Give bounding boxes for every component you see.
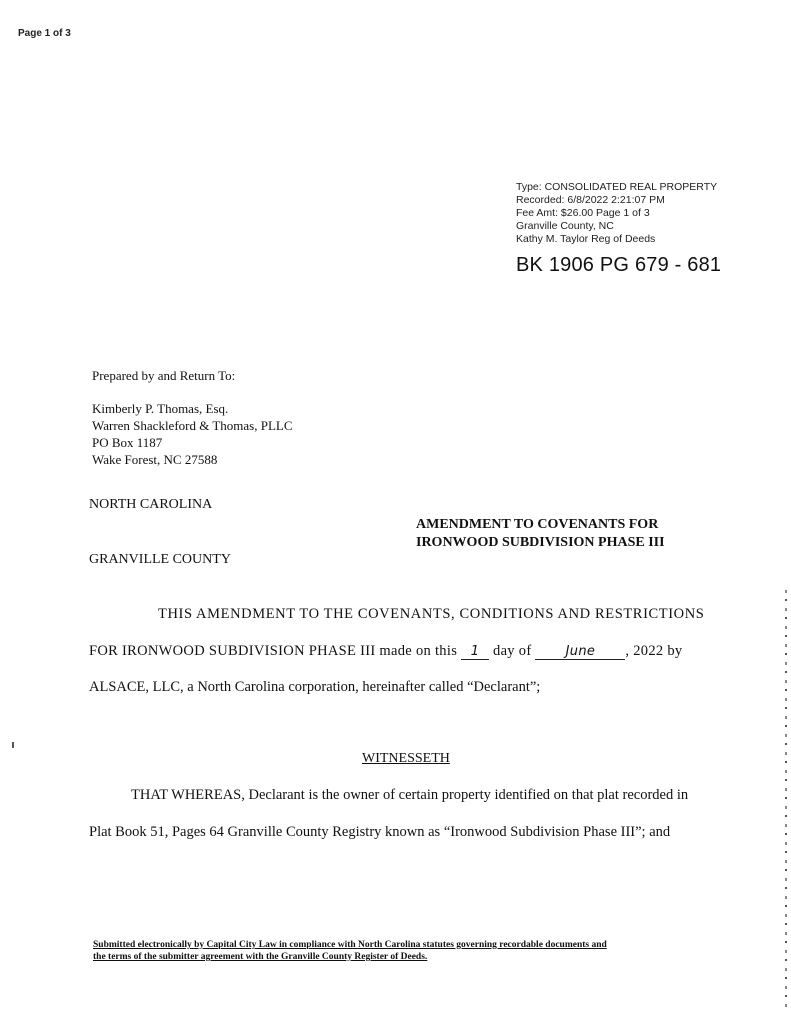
- recording-stamp: [516, 181, 717, 246]
- amendment-paragraph-line-2: [89, 643, 682, 660]
- address-line: Warren Shackleford & Thomas, PLLC: [92, 418, 293, 433]
- book-page-reference: BK 1906 PG 679 - 681: [516, 254, 722, 276]
- month-field: June: [535, 644, 625, 660]
- footer-line-1: Submitted electronically by Capital City Law in compliance with North Carolina statutes governing recordable documents and: [93, 940, 607, 950]
- whereas-paragraph-line-2: Plat Book 51, Pages 64 Granville County Registry known as “Ironwood Subdivision Phase III”; and: [89, 824, 671, 840]
- day-field: 1: [461, 644, 489, 660]
- amendment-text: , 2022 by: [625, 643, 683, 659]
- title-line-1: AMENDMENT TO COVENANTS FOR: [416, 517, 659, 532]
- stamp-county: Granville County, NC: [516, 220, 614, 232]
- amendment-paragraph-line-3: ALSACE, LLC, a North Carolina corporation, hereinafter called “Declarant”;: [89, 679, 541, 695]
- stamp-register: Kathy M. Taylor Reg of Deeds: [516, 233, 656, 245]
- state-heading: NORTH CAROLINA: [89, 497, 213, 512]
- stamp-fee: Fee Amt: $26.00 Page 1 of 3: [516, 207, 650, 219]
- page-indicator: Page 1 of 3: [18, 28, 71, 39]
- stamp-recorded: Recorded: 6/8/2022 2:21:07 PM: [516, 194, 665, 206]
- submission-footer: [93, 939, 607, 963]
- amendment-paragraph-line-1: THIS AMENDMENT TO THE COVENANTS, CONDITIONS AND RESTRICTIONS: [158, 606, 705, 622]
- witnesseth-heading: WITNESSETH: [362, 751, 450, 766]
- footer-line-2: the terms of the submitter agreement with the Granville County Register of Deeds.: [93, 952, 428, 962]
- county-heading: GRANVILLE COUNTY: [89, 552, 231, 567]
- whereas-paragraph-line-1: THAT WHEREAS, Declarant is the owner of certain property identified on that plat recorded in: [131, 787, 689, 803]
- title-line-2: IRONWOOD SUBDIVISION PHASE III: [416, 535, 665, 550]
- prepared-by-label: Prepared by and Return To:: [92, 368, 236, 383]
- amendment-text: day of: [493, 643, 532, 659]
- stamp-type: Type: CONSOLIDATED REAL PROPERTY: [516, 181, 718, 193]
- scan-speck: [12, 742, 14, 748]
- return-address: [92, 400, 293, 468]
- address-line: Wake Forest, NC 27588: [92, 452, 218, 467]
- address-line: PO Box 1187: [92, 435, 163, 450]
- amendment-text: FOR IRONWOOD SUBDIVISION PHASE III made on this: [89, 643, 458, 659]
- scan-edge-artifact: [785, 590, 787, 1010]
- document-title: [416, 516, 665, 552]
- address-line: Kimberly P. Thomas, Esq.: [92, 401, 229, 416]
